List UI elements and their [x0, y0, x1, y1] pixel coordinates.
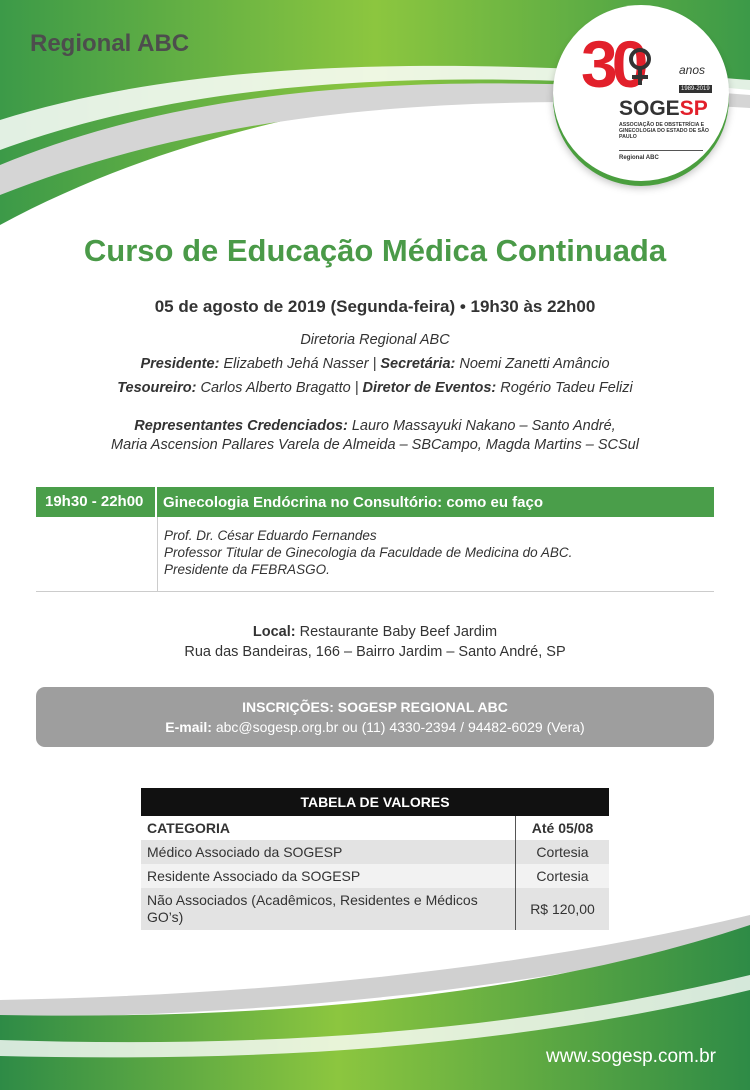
row-category: Médico Associado da SOGESP: [141, 840, 516, 864]
program-table: [36, 487, 714, 592]
event-title: Curso de Educação Médica Continuada: [83, 233, 667, 268]
sogesp-30-years-logo: [553, 5, 729, 181]
separator: |: [372, 356, 377, 372]
logo-divider: [619, 150, 703, 151]
program-empty-cell: [36, 517, 158, 591]
events-director-name: Rogério Tadeu Felizi: [500, 380, 633, 396]
representatives-label: Representantes Credenciados:: [134, 418, 348, 434]
col-category-header: CATEGORIA: [141, 816, 516, 840]
row-value: Cortesia: [516, 864, 610, 888]
venue-name: Restaurante Baby Beef Jardim: [299, 624, 498, 640]
row-category: Residente Associado da SOGESP: [141, 864, 516, 888]
logo-years: 1989-2019: [681, 86, 710, 92]
program-row-header: [36, 487, 714, 517]
registration-box: [36, 687, 714, 747]
program-topic: Ginecologia Endócrina no Consultório: como eu faço: [163, 493, 544, 511]
website-link[interactable]: www.sogesp.com.br: [546, 1046, 717, 1067]
venue: [0, 622, 750, 662]
separator: |: [354, 380, 359, 396]
table-row: [141, 864, 609, 888]
table-row: [141, 888, 609, 930]
president-label: Presidente:: [140, 356, 220, 372]
row-value: R$ 120,00: [516, 888, 610, 930]
board-line-2: [0, 380, 750, 396]
secretary-name: Noemi Zanetti Amâncio: [459, 356, 610, 372]
logo-anniversary-number: 30: [581, 27, 643, 101]
representatives-line-2: Maria Ascension Pallares Varela de Almeida – SBCampo, Magda Martins – SCSul: [111, 437, 639, 453]
speaker-role-2: Presidente da FEBRASGO.: [164, 562, 330, 577]
venue-line-1: [0, 622, 750, 642]
representatives-text-1: Lauro Massayuki Nakano – Santo André,: [351, 418, 616, 434]
logo-name-main: SOGE: [619, 97, 680, 120]
program-speaker: [158, 517, 572, 591]
treasurer-label: Tesoureiro:: [117, 380, 197, 396]
region-title: Regional ABC: [30, 30, 190, 57]
speaker-role-1: Professor Titular de Ginecologia da Faculdade de Medicina do ABC.: [164, 545, 573, 560]
board-heading: Diretoria Regional ABC: [300, 332, 450, 348]
logo-anos: anos: [679, 63, 706, 77]
price-table: [141, 788, 609, 930]
board-line-1: [0, 356, 750, 372]
venue-address: Rua das Bandeiras, 166 – Bairro Jardim – Santo André, SP: [184, 644, 566, 660]
price-table-caption: TABELA DE VALORES: [141, 788, 609, 816]
registration-heading: INSCRIÇÕES: SOGESP REGIONAL ABC: [242, 699, 508, 715]
col-value-header: Até 05/08: [516, 816, 610, 840]
registration-contact[interactable]: abc@sogesp.org.br ou (11) 4330-2394 / 94482-6029 (Vera): [215, 719, 585, 735]
logo-name-accent: SP: [679, 97, 708, 120]
row-category: Não Associados (Acadêmicos, Residentes e Médicos GO’s): [141, 888, 516, 930]
logo-regional: Regional ABC: [619, 155, 659, 161]
registration-contact-line: [36, 717, 714, 737]
program-row-body: [36, 517, 714, 592]
venus-icon: [627, 47, 653, 87]
secretary-label: Secretária:: [380, 356, 456, 372]
president-name: Elizabeth Jehá Nasser: [223, 356, 369, 372]
program-time: 19h30 - 22h00: [36, 487, 157, 517]
event-date-line: 05 de agosto de 2019 (Segunda-feira) • 19h30 às 22h00: [154, 297, 596, 316]
email-label: E-mail:: [165, 719, 212, 735]
logo-name: [619, 97, 708, 121]
representatives-line-1: [0, 418, 750, 434]
events-director-label: Diretor de Eventos:: [362, 380, 497, 396]
speaker-name: Prof. Dr. César Eduardo Fernandes: [164, 528, 377, 543]
price-table-header: [141, 816, 609, 840]
table-row: [141, 840, 609, 864]
treasurer-name: Carlos Alberto Bragatto: [200, 380, 351, 396]
venue-label: Local:: [252, 624, 296, 640]
row-value: Cortesia: [516, 840, 610, 864]
logo-association: ASSOCIAÇÃO DE OBSTETRÍCIA E GINECOLOGIA DO ESTADO DE SÃO PAULO: [619, 122, 709, 140]
